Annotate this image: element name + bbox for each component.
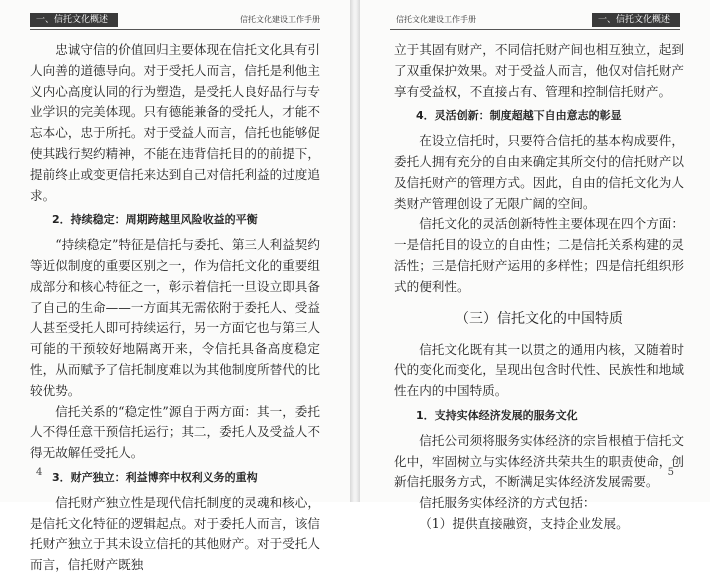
- right-page-content: [394, 40, 684, 535]
- body-paragraph: 立于其固有财产，不同信托财产间也相互独立，起到了双重保护效果。对于受益人而言，他仅对信托财产享有受益权，不直接占有、管理和控制信托财产。: [394, 42, 684, 99]
- section-tag: 一、信托文化概述: [592, 13, 680, 27]
- body-paragraph: 信托文化的灵活创新特性主要体现在四个方面：一是信托目的设立的自由性；二是信托关系构建的灵活性；三是信托财产运用的多样性；四是信托组织形式的便利性。: [394, 216, 684, 294]
- left-page: [0, 0, 350, 573]
- right-page-header: [360, 8, 710, 32]
- body-paragraph: 信托公司须将服务实体经济的宗旨根植于信托文化中，牢固树立与实体经济共荣共生的职责使命，创新信托服务方式，不断满足实体经济发展需要。: [394, 432, 684, 490]
- body-paragraph: 信托关系的“稳定性”源自于两方面：其一，委托人不得任意干预信托运行；其二，委托人及受益人不得无故解任受托人。: [30, 403, 320, 461]
- list-item: （1）提供直接融资，支持企业发展。: [419, 515, 629, 531]
- body-paragraph: 信托财产独立性是现代信托制度的灵魂和核心，是信托文化特征的逻辑起点。对于委托人而言，该信托财产独立于其未设立信托的其他财产。对于受托人而言，信托财产既独: [30, 494, 320, 573]
- body-paragraph: 忠诚守信的价值回归主要体现在信托文化具有引人向善的道德导向。对于受托人而言，信托是利他主义内心高度认同的行为塑造，是受托人良好品行与专业学识的完美体现。只有德能兼备的受托人，才能不忘本心，忠于所托。对于受益人而言，信托也能够促使其践行契约精神，不能在违背信托目的的前提下，提前终止或变更信托来达到自己对信托利益的过度追求。: [30, 42, 320, 203]
- header-rule: [390, 29, 680, 30]
- section-tag: 一、信托文化概述: [30, 13, 118, 27]
- subheading-property-independence: 3．财产独立：利益博弈中权利义务的重构: [52, 470, 258, 484]
- book-title: 信托文化建设工作手册: [396, 15, 476, 24]
- page-number: 5: [667, 467, 674, 478]
- body-paragraph: “持续稳定”特征是信托与委托、第三人利益契约等近似制度的重要区别之一，作为信托文化的重要组成部分和核心特征之一，彰示着信托一旦设立即具备了自己的生命——一方面其无需依附于委托人、受益人甚至受托人即可持续运行，另一方面它也与第三人可能的干预较好地隔离开来，令信托具备高度稳定性，从而赋予了信托制度难以为其他制度所替代的比较优势。: [30, 237, 320, 398]
- left-page-header: [0, 8, 350, 32]
- book-title: 信托文化建设工作手册: [240, 15, 320, 24]
- right-page: [360, 0, 710, 531]
- body-paragraph: 在设立信托时，只要符合信托的基本构成要件，委托人拥有充分的自由来确定其所交付的信托财产以及信托财产的管理方式。因此，自由的信托文化为人类财产管理创设了无限广阔的空间。: [394, 133, 684, 211]
- subheading-service-culture: 1．支持实体经济发展的服务文化: [416, 408, 578, 422]
- book-gutter: [350, 0, 360, 502]
- body-paragraph: 信托服务实体经济的方式包括：: [419, 495, 596, 511]
- header-rule: [30, 29, 320, 30]
- section-heading: （三）信托文化的中国特质: [455, 310, 623, 327]
- subheading-stability: 2．持续稳定：周期跨越里风险收益的平衡: [52, 213, 258, 227]
- body-paragraph: 信托文化既有其一以贯之的通用内核，又随着时代的变化而变化，呈现出包含时代性、民族性和地域性在内的中国特质。: [394, 341, 684, 399]
- subheading-flexible-innovation: 4．灵活创新：制度超越下自由意志的彰显: [416, 109, 622, 123]
- left-page-content: [30, 40, 320, 576]
- page-number: 4: [36, 467, 43, 478]
